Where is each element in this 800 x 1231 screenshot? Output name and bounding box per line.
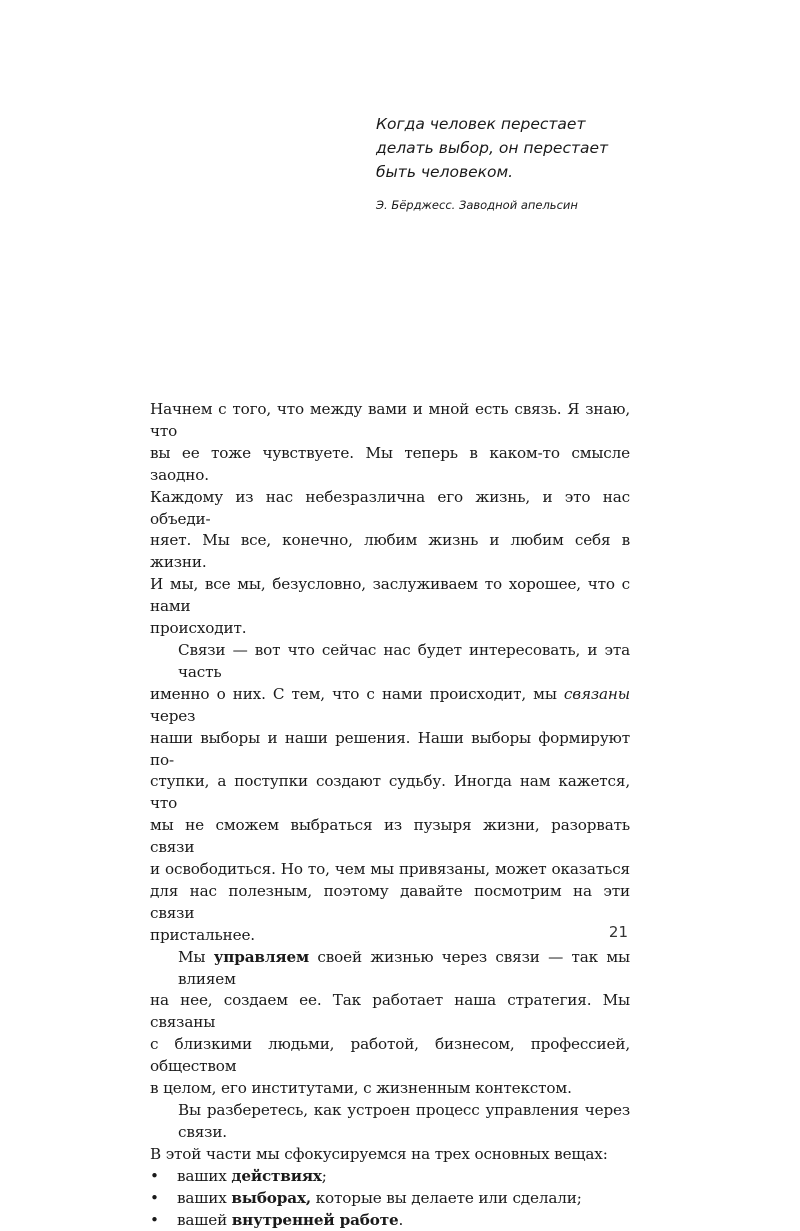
text-line: на нее, создаем ее. Так работает наша стратегия. Мы связаны <box>150 991 630 1032</box>
text-line: наши выборы и наши решения. Наши выборы формируют по- <box>150 728 630 769</box>
text-line: пристальнее. <box>150 925 255 944</box>
paragraph-3 <box>150 947 630 1100</box>
text-line: с близкими людьми, работой, бизнесом, профессией, обществом <box>150 1035 630 1076</box>
bold-text: выборах, <box>231 1188 311 1207</box>
list-item-text <box>177 1188 582 1210</box>
text-line: И мы, все мы, безусловно, заслуживаем то хорошее, что с нами <box>150 575 630 616</box>
text-line: ступки, а поступки создают судьбу. Иногда нам кажется, что <box>150 772 630 813</box>
list-item-text <box>177 1210 403 1231</box>
epigraph-quote <box>376 112 636 184</box>
bullet-list <box>150 1166 630 1231</box>
body-text <box>150 399 630 1231</box>
bold-text: внутренней работе <box>231 1210 399 1229</box>
paragraph-4 <box>150 1100 630 1166</box>
bullet-icon: • <box>150 1166 159 1185</box>
list-item <box>150 1210 630 1231</box>
text-run: ваших <box>177 1188 232 1207</box>
text-line: для нас полезным, поэтому давайте посмотрим на эти связи <box>150 881 630 922</box>
text-line <box>150 947 630 991</box>
text-line: Связи — вот что сейчас нас будет интересовать, и эта часть <box>178 640 630 681</box>
list-item <box>150 1188 630 1210</box>
text-run: . <box>398 1210 404 1229</box>
text-run: ваших <box>177 1166 232 1185</box>
text-run: через <box>150 706 196 725</box>
epigraph-line: делать выбор, он перестает <box>376 139 609 157</box>
text-run: вашей <box>177 1210 232 1229</box>
text-line: и освободиться. Но то, чем мы привязаны, может оказаться <box>150 860 630 879</box>
text-run: ; <box>321 1166 327 1185</box>
bold-text: управляем <box>213 947 310 966</box>
text-line: Начнем с того, что между вами и мной есть связь. Я знаю, что <box>150 400 630 440</box>
list-item-text <box>177 1166 327 1188</box>
text-line: няет. Мы все, конечно, любим жизнь и любим себя в жизни. <box>150 531 630 572</box>
epigraph-source: Э. Бёрджесс. Заводной апельсин <box>376 198 578 212</box>
text-line: В этой части мы сфокусируемся на трех основных вещах: <box>150 1144 608 1163</box>
epigraph <box>376 112 636 212</box>
text-line: вы ее тоже чувствуете. Мы теперь в каком-то смысле заодно. <box>150 443 630 484</box>
paragraph-1 <box>150 399 630 640</box>
text-line: Каждому из нас небезразлична его жизнь, и это нас объеди- <box>150 487 630 528</box>
epigraph-line: Когда человек перестает <box>376 115 586 133</box>
paragraph-2 <box>150 640 630 947</box>
bold-text: действиях <box>231 1166 322 1185</box>
text-line <box>150 684 630 728</box>
text-line: мы не сможем выбраться из пузыря жизни, разорвать связи <box>150 816 630 857</box>
text-run: которые вы делаете или сделали; <box>310 1188 582 1207</box>
bullet-icon: • <box>150 1188 159 1207</box>
page-number: 21 <box>608 923 628 941</box>
text-run: именно о них. С тем, что с нами происходит, мы <box>150 684 564 703</box>
text-line: Вы разберетесь, как устроен процесс управления через связи. <box>178 1101 630 1141</box>
epigraph-line: быть человеком. <box>376 163 514 181</box>
text-line: происходит. <box>150 619 247 638</box>
bullet-icon: • <box>150 1210 159 1229</box>
emphasis-text: связаны <box>563 684 630 703</box>
text-run: Мы <box>178 947 214 966</box>
text-run: своей жизнью через связи — так мы влияем <box>178 947 630 988</box>
list-item <box>150 1166 630 1188</box>
text-line: в целом, его институтами, с жизненным контекстом. <box>150 1079 572 1098</box>
